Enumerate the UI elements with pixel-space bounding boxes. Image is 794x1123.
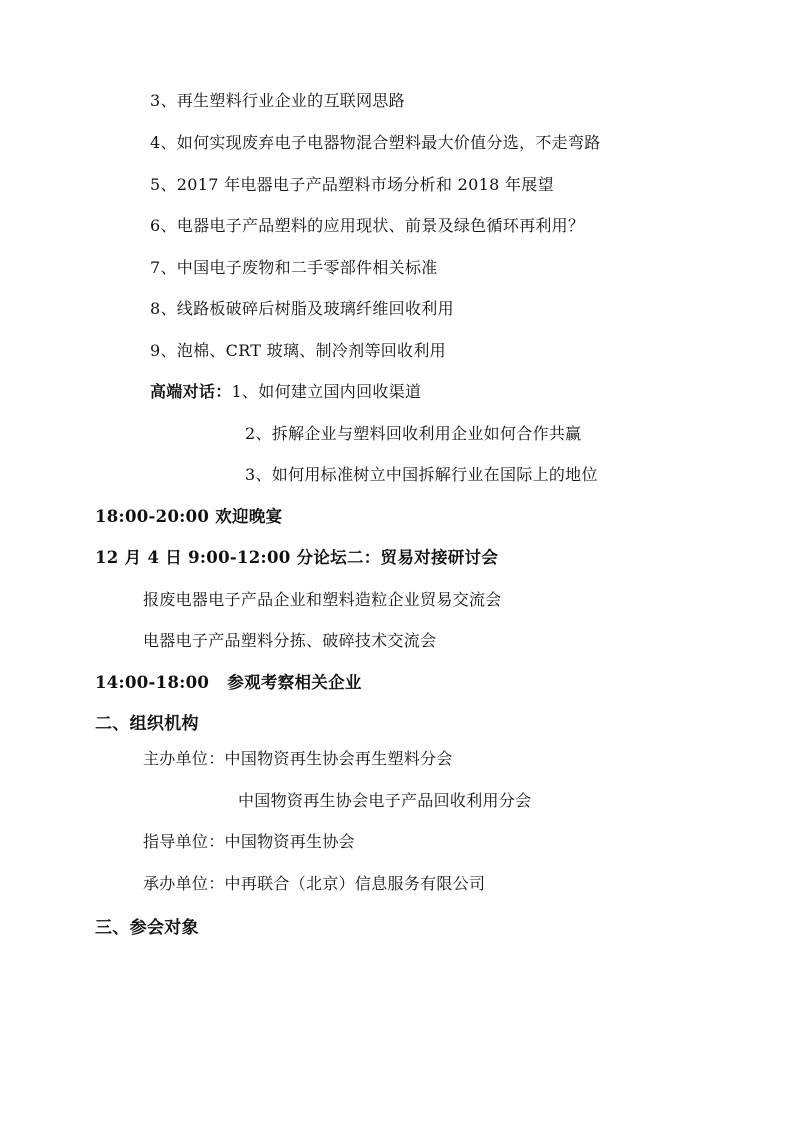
dialogue-topic: 1、如何建立国内回收渠道	[231, 382, 422, 401]
host-value: 中国物资再生协会再生塑料分会	[224, 749, 453, 768]
agenda-item: 5、2017 年电器电子产品塑料市场分析和 2018 年展望	[150, 175, 554, 194]
dialogue-topic: 2、拆解企业与塑料回收利用企业如何合作共赢	[245, 424, 582, 443]
visit-heading: 14:00-18:00 参观考察相关企业	[95, 673, 362, 692]
guide-value: 中国物资再生协会	[224, 832, 355, 851]
agenda-item: 7、中国电子废物和二手零部件相关标准	[150, 258, 438, 277]
agenda-item: 9、泡棉、CRT 玻璃、制冷剂等回收利用	[150, 341, 446, 360]
forum2-item: 电器电子产品塑料分拣、破碎技术交流会	[143, 631, 437, 650]
host-label: 主办单位：	[143, 749, 225, 768]
forum2-item: 报废电器电子产品企业和塑料造粒企业贸易交流会	[143, 590, 502, 609]
agenda-item: 3、再生塑料行业企业的互联网思路	[150, 91, 405, 110]
host-row	[143, 748, 453, 770]
agenda-item: 6、电器电子产品塑料的应用现状、前景及绿色循环再利用？	[150, 216, 585, 235]
forum2-heading: 12 月 4 日 9:00-12:00 分论坛二：贸易对接研讨会	[95, 548, 499, 567]
organizer-label: 承办单位：	[143, 874, 225, 893]
section-heading: 三、参会对象	[95, 918, 199, 938]
dialogue-row	[150, 381, 421, 403]
guide-row	[143, 831, 355, 853]
organizer-value: 中再联合（北京）信息服务有限公司	[224, 874, 486, 893]
banquet-heading: 18:00-20:00 欢迎晚宴	[95, 507, 283, 526]
section-heading: 二、组织机构	[95, 714, 199, 734]
guide-label: 指导单位：	[143, 832, 225, 851]
host-value: 中国物资再生协会电子产品回收利用分会	[238, 791, 532, 810]
dialogue-label: 高端对话：	[150, 382, 232, 401]
agenda-item: 8、线路板破碎后树脂及玻璃纤维回收利用	[150, 299, 454, 318]
agenda-item: 4、如何实现废弃电子电器物混合塑料最大价值分选，不走弯路	[150, 133, 601, 152]
organizer-row	[143, 873, 485, 895]
dialogue-topic: 3、如何用标准树立中国拆解行业在国际上的地位	[245, 465, 598, 484]
